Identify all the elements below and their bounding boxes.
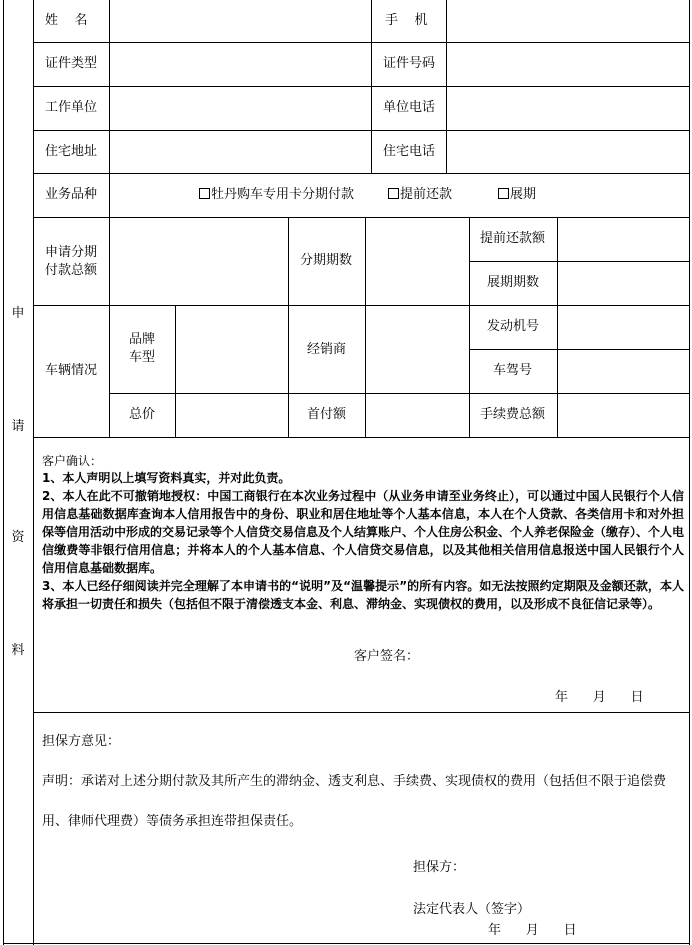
- confirmation-item: 1、本人声明以上填写资料真实，并对此负责。: [42, 471, 291, 485]
- vehicle-info-label: 车辆情况: [45, 363, 98, 378]
- customer-date: 年 月 日: [555, 690, 644, 705]
- employer-label: 工作单位: [45, 100, 98, 115]
- row-rule: [469, 261, 690, 262]
- id-number-label: 证件号码: [383, 56, 436, 71]
- customer-signature-label: 客户签名：: [354, 649, 420, 664]
- option-extension[interactable]: [498, 187, 536, 203]
- down-payment-label: 首付额: [307, 407, 347, 422]
- option-prepayment[interactable]: [388, 187, 452, 203]
- id-type-field[interactable]: [110, 43, 371, 86]
- phone-field[interactable]: [447, 1, 689, 42]
- business-type-label: 业务品种: [45, 187, 98, 202]
- sidebar-char: 请: [11, 419, 25, 434]
- col-rule: [175, 305, 176, 437]
- option-label: 牡丹购车专用卡分期付款: [211, 187, 355, 202]
- legal-representative-label: 法定代表人（签字）: [413, 902, 531, 917]
- guarantor-party-label: 担保方：: [413, 860, 466, 875]
- home-address-field[interactable]: [110, 131, 371, 173]
- employer-field[interactable]: [110, 87, 371, 130]
- checkbox-icon[interactable]: [388, 188, 399, 199]
- frame-number-label: 车驾号: [493, 363, 533, 378]
- home-phone-label: 住宅电话: [383, 144, 436, 159]
- row-rule: [33, 173, 690, 174]
- row-rule: [33, 437, 690, 438]
- col-rule: [469, 217, 470, 437]
- col-rule: [557, 217, 558, 437]
- brand-model-label-line1: 品牌: [129, 332, 156, 347]
- total-price-label: 总价: [129, 407, 156, 422]
- option-label: 展期: [510, 187, 537, 202]
- frame-sidebar-border: [33, 0, 34, 945]
- col-rule: [371, 0, 372, 173]
- sidebar-char: 申: [11, 306, 25, 321]
- installment-total-label-line1: 申请分期: [45, 245, 98, 260]
- option-card-installment[interactable]: [199, 187, 354, 203]
- phone-label: 手 机: [385, 13, 428, 28]
- guarantor-statement: 声明：承诺对上述分期付款及其所产生的滞纳金、透支利息、手续费、实现债权的费用（包括但不限于追偿费用、律师代理费）等债务承担连带担保责任。: [42, 774, 667, 829]
- dealer-label: 经销商: [307, 342, 347, 357]
- row-rule: [33, 217, 690, 218]
- frame-right-border: [689, 0, 690, 945]
- col-rule: [288, 217, 289, 437]
- home-phone-field[interactable]: [447, 131, 689, 173]
- installment-periods-label: 分期期数: [300, 253, 353, 268]
- fee-total-label: 手续费总额: [480, 407, 546, 422]
- row-rule: [469, 349, 690, 350]
- engine-number-label: 发动机号: [487, 319, 540, 334]
- extension-periods-label: 展期期数: [487, 275, 540, 290]
- checkbox-icon[interactable]: [498, 188, 509, 199]
- guarantor-date: 年 月 日: [488, 923, 577, 938]
- sidebar-char: 资: [11, 530, 25, 545]
- confirmation-item: 2、本人在此不可撤销地授权：中国工商银行在本次业务过程中（从业务申请至业务终止），可以通过中国人民银行个人信用信息基础数据库查询本人信用报告中的身份、职业和居住地址等个人基本信息，本人在个人贷款、各类信用卡和对外担保等信用活动中形成的交易记录等个人信贷交易信息及个人结算账户、个人住房公积金、个人养老保险金（缴存）、个人电信缴费等非银行信用信息；并将本人的个人基本信息、个人信贷交易信息，以及其他相关信用信息报送中国人民银行个人信用信息基础数据库。: [42, 489, 685, 575]
- name-field[interactable]: [110, 1, 371, 42]
- employer-phone-field[interactable]: [447, 87, 689, 130]
- name-label: 姓 名: [45, 13, 88, 28]
- employer-phone-label: 单位电话: [383, 100, 436, 115]
- home-address-label: 住宅地址: [45, 144, 98, 159]
- confirmation-heading: 客户确认：: [42, 454, 103, 468]
- guarantor-heading: 担保方意见：: [42, 734, 121, 749]
- row-rule: [33, 305, 690, 306]
- brand-model-label-line2: 车型: [129, 350, 156, 365]
- prepay-amount-label: 提前还款额: [480, 231, 546, 246]
- col-rule: [365, 217, 366, 437]
- installment-total-label-line2: 付款总额: [45, 263, 98, 278]
- frame-left-border: [3, 0, 4, 945]
- option-label: 提前还款: [400, 187, 453, 202]
- id-number-field[interactable]: [447, 43, 689, 86]
- row-rule: [109, 393, 690, 394]
- frame-bottom-border: [3, 943, 690, 944]
- checkbox-icon[interactable]: [199, 188, 210, 199]
- sidebar-char: 料: [11, 643, 25, 658]
- id-type-label: 证件类型: [45, 56, 98, 71]
- row-rule: [33, 712, 690, 713]
- confirmation-item: 3、本人已经仔细阅读并完全理解了本申请书的“说明”及“温馨提示”的所有内容。如无法按照约定期限及金额还款，本人将承担一切责任和损失（包括但不限于清偿透支本金、利息、滞纳金、实现债权的费用，以及形成不良征信记录等）。: [42, 579, 684, 611]
- confirmation-text: [42, 469, 684, 613]
